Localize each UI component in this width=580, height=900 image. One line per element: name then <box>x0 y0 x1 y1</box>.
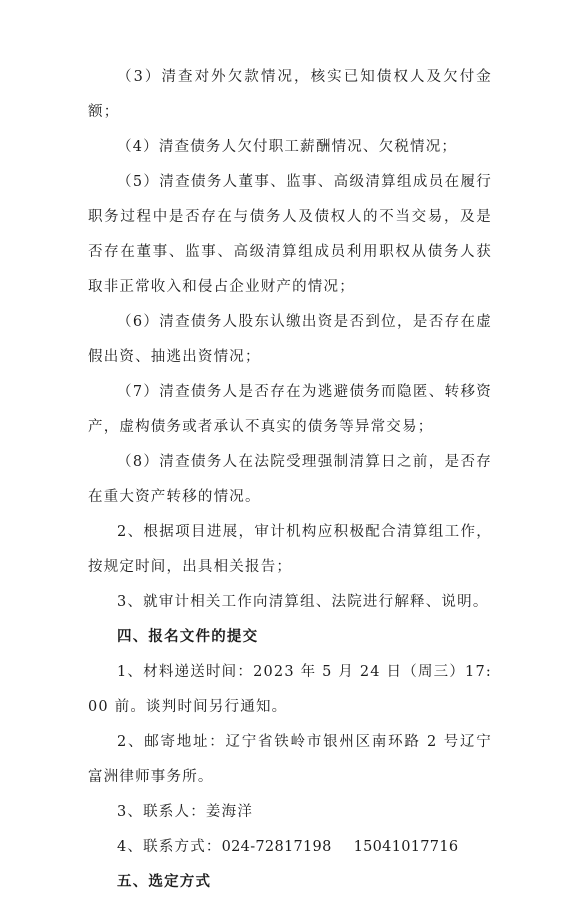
mailing-address: 2、邮寄地址：辽宁省铁岭市银州区南环路 2 号辽宁富洲律师事务所。 <box>88 734 492 785</box>
paragraph-3: （3）清查对外欠款情况，核实已知债权人及欠付金额； <box>88 69 492 120</box>
paragraph-6: （6）清查债务人股东认缴出资是否到位，是否存在虚假出资、抽逃出资情况； <box>88 314 492 365</box>
list-item-3: 3、就审计相关工作向清算组、法院进行解释、说明。 <box>117 594 489 610</box>
section-heading-5: 五、选定方式 <box>117 874 212 890</box>
submission-time: 1、材料递送时间：2023 年 5 月 24 日（周三）17:00 前。谈判时间另行通知。 <box>88 664 492 715</box>
contact-info-label: 4、联系方式： <box>117 839 222 855</box>
list-item-2: 2、根据项目进展，审计机构应积极配合清算组工作，按规定时间，出具相关报告； <box>88 524 492 575</box>
paragraph-8: （8）清查债务人在法院受理强制清算日之前，是否存在重大资产转移的情况。 <box>88 454 492 505</box>
phone-landline: 024-72817198 <box>221 839 332 855</box>
phone-mobile: 15041017716 <box>353 839 459 855</box>
paragraph-7: （7）清查债务人是否存在为逃避债务而隐匿、转移资产，虚构债务或者承认不真实的债务等异常交易； <box>88 384 492 435</box>
contact-info <box>88 830 492 865</box>
section-heading-4: 四、报名文件的提交 <box>117 629 259 645</box>
paragraph-4: （4）清查债务人欠付职工薪酬情况、欠税情况； <box>117 139 458 155</box>
contact-person: 3、联系人：姜海洋 <box>117 804 254 820</box>
paragraph-5: （5）清查债务人董事、监事、高级清算组成员在履行职务过程中是否存在与债务人及债权人的不当交易，及是否存在董事、监事、高级清算组成员利用职权从债务人获取非正常收入和侵占企业财产的情况； <box>88 174 492 295</box>
